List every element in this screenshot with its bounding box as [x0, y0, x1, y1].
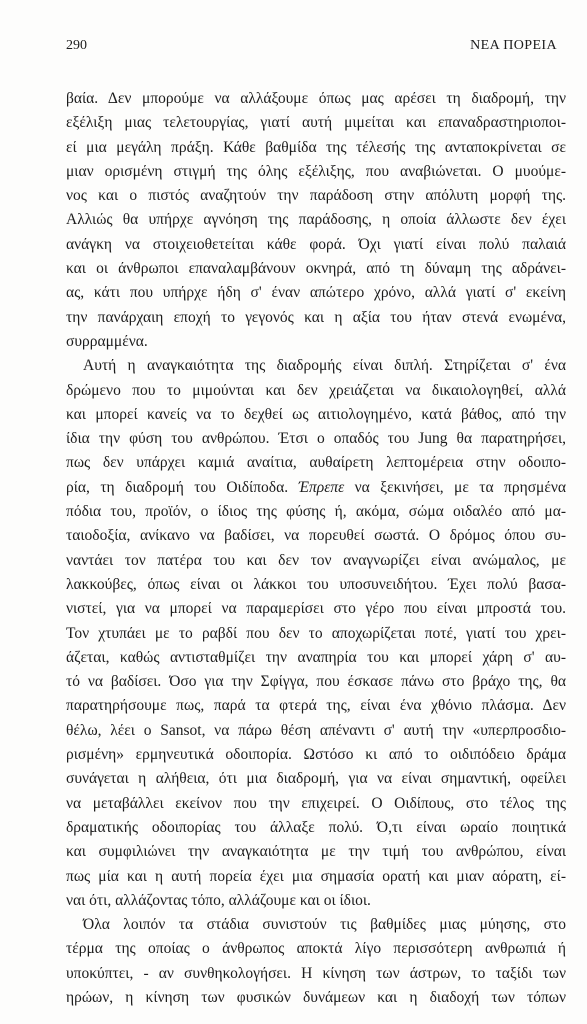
text-line: ναι ότι, αλλάζοντας τόπο, αλλάζουμε και οι ίδιοι.: [66, 891, 371, 909]
text-line: τό να βαδίσει. Όσο για την Σφίγγα, που έσκασε πάνω στο βράχο της, θα: [66, 673, 566, 691]
text-line: την πανάρχαιη εποχή το γεγονός και η αξία του ήταν στενά ενωμένα,: [66, 308, 566, 326]
text-line: και οι άνθρωποι επαναλαμβάνουν οκνηρά, από τη δύναμη της αδράνει-: [66, 260, 566, 278]
text-line: λακκούβες, όπως είναι οι λάκκοι του υποσυνειδήτου. Έχει πολύ βασα-: [66, 575, 566, 593]
text-line: ρισμένη» ερμηνευτικά οδοιπορία. Ωστόσο κι από το οιδιπόδειο δράμα: [66, 746, 566, 764]
text-line: εί μια μεγάλη πράξη. Κάθε βαθμίδα της τέλεσής της ανταποκρίνεται σε: [66, 138, 566, 156]
text-line: πόδια του, προϊόν, ο ίδιος της φύσης ή, ακόμα, σώμα οιδαλέο από μα-: [66, 503, 566, 521]
page-number: 290: [66, 38, 87, 53]
text-line: πως δεν υπάρχει καμιά αναίτια, αυθαίρετη λεπτομέρεια στην οδοιπο-: [66, 454, 566, 472]
text-line: και συμφιλιώνει την αναγκαιότητα με την τιμή του ανθρώπου, είναι: [66, 843, 566, 861]
text-segment: να ξεκινήσει, με τα πρησμένα: [354, 478, 566, 496]
text-line: συρραμμένα.: [66, 332, 148, 350]
text-line: ανάγκη να στοιχειοθετείται κάθε φορά. Όχι γιατί είναι πολύ παλαιά: [66, 235, 566, 253]
page-header: [66, 38, 557, 58]
text-line: νιστεί, για να μπορεί να παραμερίσει στο γέρο που είναι μπροστά του.: [66, 600, 566, 618]
body-text: [66, 87, 566, 1010]
text-line: ηρώων, η κίνηση των φυσικών δυνάμεων και η διαδοχή των τόπων: [66, 988, 566, 1006]
paragraph-start-line: Όλα λοιπόν τα στάδια συνιστούν τις βαθμίδες μιας μύησης, στο: [83, 916, 566, 934]
text-line: ναντάει τον πατέρα του και δεν τον αναγνωρίζει είναι ανώμαλος, με: [66, 551, 566, 569]
text-line: ίδια την φύση του ανθρώπου. Έτσι ο οπαδός του Jung θα παρατηρήσει,: [66, 430, 566, 448]
text-line: δραματικής οδοιπορίας του άλλαξε πολύ. Ό,τι είναι ωραίο ποιητικά: [66, 818, 566, 836]
paragraph-start-line: Αυτή η αναγκαιότητα της διαδρομής είναι διπλή. Στηρίζεται σ' ένα: [83, 357, 566, 375]
text-line: μιαν ορισμένη στιγμή της όλης εξέλιξης, που αναβιώνεται. Ο μυούμε-: [66, 162, 566, 180]
text-line: βαία. Δεν μπορούμε να αλλάξουμε όπως μας αρέσει τη διαδρομή, την: [66, 90, 566, 107]
text-line: νος και ο πιστός αναζητούν την παράδοση στην απόλυτη μορφή της.: [66, 187, 566, 205]
text-line: παρατηρήσουμε πως, παρά τα φτερά της, είναι ένα χθόνιο πλάσμα. Δεν: [66, 697, 566, 715]
text-line: συνάγεται η αλήθεια, ότι μια διαδρομή, για να είναι σημαντική, οφείλει: [66, 770, 566, 788]
text-line: δρώμενο που το μιμούνται και δεν χρειάζεται να δικαιολογηθεί, αλλά: [66, 381, 566, 399]
text-line: υποκύπτει, - αν συνθηκολογήσει. Η κίνηση των άστρων, το ταξίδι των: [66, 964, 566, 982]
text-line: Τον χτυπάει με το ραβδί που δεν το αποχωρίζεται ποτέ, γιατί του χρει-: [66, 624, 566, 642]
text-line: τέρμα της οποίας ο άνθρωπος αποκτά λίγο περισσότερη ανθρωπιά ή: [66, 940, 566, 958]
italic-word: Έπρεπε: [298, 478, 345, 496]
text-line: και μπορεί κανείς να το δεχθεί ως αιτιολογημένο, κατά βάθος, από την: [66, 405, 566, 423]
text-line: ταιοδοξία, ανίκανο να βαδίσει, να πορευθεί σωστά. Ο δρόμος όπου συ-: [66, 527, 566, 545]
running-title: ΝΕΑ ΠΟΡΕΙΑ: [470, 38, 557, 53]
text-line: πως μία και η αυτή πορεία έχει μια σημασία ορατή και μιαν αόρατη, εί-: [66, 867, 566, 885]
text-line: να μεταβάλλει εκείνον που την επιχειρεί. Ο Οιδίπους, στο τέλος της: [66, 794, 566, 812]
text-line: θέλω, λέει ο Sansot, να πάρω θέση απέναντι σ' αυτή την «υπερπροσδιο-: [66, 721, 566, 739]
text-line: εξέλιξη μιας τελετουργίας, γιατί αυτή μιμείται και επαναδραστηριοποι-: [66, 114, 566, 132]
text-line: [66, 476, 566, 500]
text-line: άζεται, καθώς αντισταθμίζει την αναπηρία του και μπορεί χάρη σ' αυ-: [66, 648, 566, 666]
text-line: ας, κάτι που υπήρχε ήδη σ' έναν απώτερο χρόνο, αλλά γιατί σ' εκείνη: [66, 284, 566, 302]
text-segment: ρία, τη διαδρομή του Οιδίποδα.: [66, 478, 289, 496]
text-line: Αλλιώς θα υπήρχε αγνόηση της παράδοσης, η οποία άλλωστε δεν έχει: [66, 211, 566, 229]
